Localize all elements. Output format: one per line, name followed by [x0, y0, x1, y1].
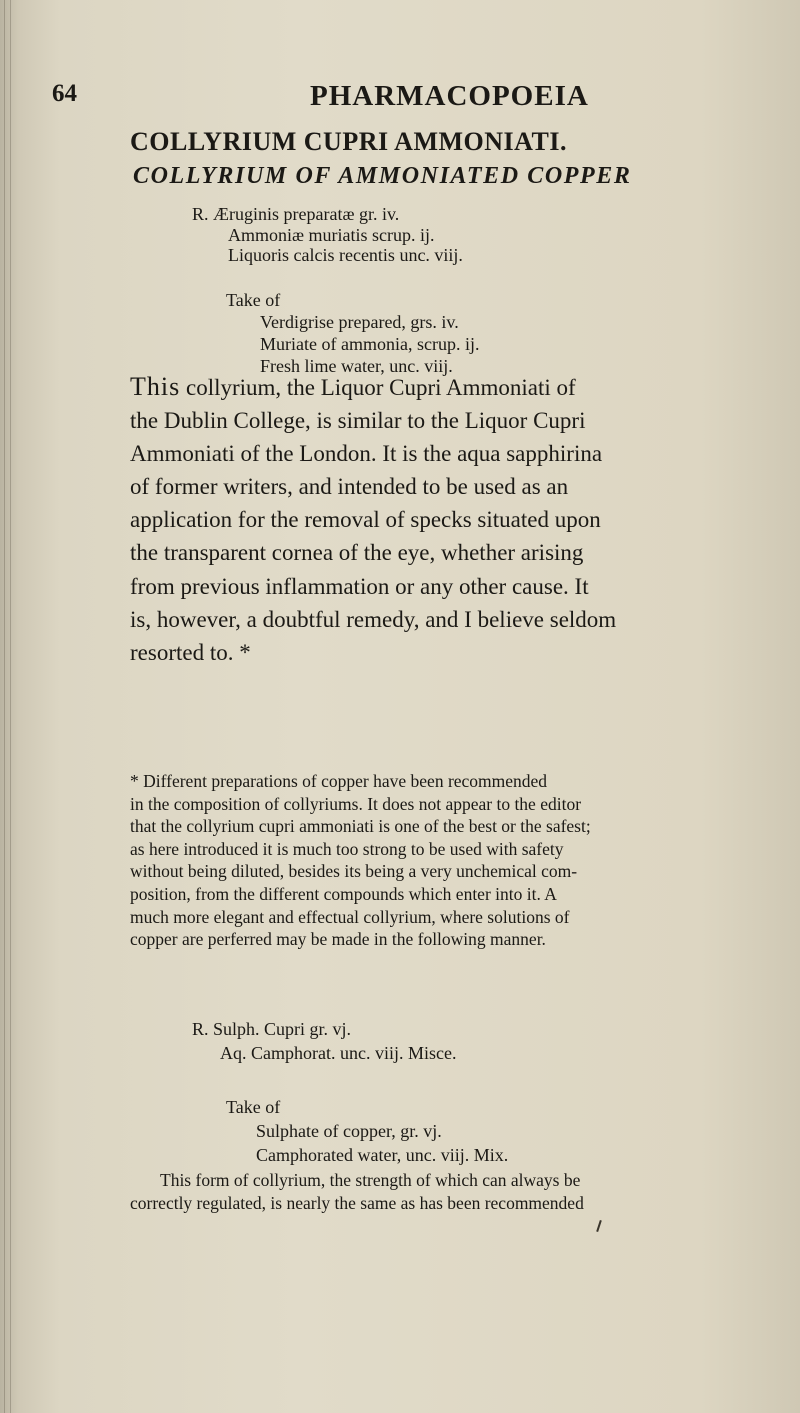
- footnote-line: without being diluted, besides its being a very unchemical com-: [130, 861, 578, 882]
- recipe-english-line: Muriate of ammonia, scrup. ij.: [260, 334, 480, 354]
- footnote-line: copper are perferred may be made in the following manner.: [130, 929, 546, 950]
- body-line-rest: collyrium, the Liquor Cupri Ammoniati of: [180, 375, 576, 400]
- recipe-latin: [192, 204, 463, 266]
- footnote-closing: [130, 1169, 584, 1214]
- recipe-latin-line: Ammoniæ muriatis scrup. ij.: [228, 224, 435, 245]
- recipe-english-line: Verdigrise prepared, grs. iv.: [260, 312, 459, 332]
- body-line: application for the removal of specks situated upon: [130, 507, 601, 533]
- footnote-line: that the collyrium cupri ammoniati is one of the best or the safest;: [130, 816, 591, 837]
- body-line: from previous inflammation or any other cause. It: [130, 573, 589, 599]
- footnote-line: position, from the different compounds which enter into it. A: [130, 883, 557, 904]
- footnote-recipe-english: [226, 1095, 508, 1167]
- running-title: PHARMACOPOEIA: [310, 80, 589, 112]
- footnote-recipe-latin-line: Aq. Camphorat. unc. viij. Misce.: [220, 1043, 457, 1063]
- page-number: 64: [52, 80, 77, 107]
- body-line: of former writers, and intended to be used as an: [130, 474, 569, 500]
- footnote-recipe-latin: [192, 1017, 456, 1065]
- ink-mark: [596, 1220, 602, 1232]
- body-line: resorted to. *: [130, 639, 251, 665]
- footnote-line: as here introduced it is much too strong to be used with safety: [130, 838, 564, 859]
- body-paragraph: [130, 370, 770, 669]
- running-head: [52, 80, 752, 120]
- body-line: the Dublin College, is similar to the Liquor Cupri: [130, 408, 586, 434]
- recipe-english: [226, 289, 479, 377]
- section-title-english: COLLYRIUM OF AMMONIATED COPPER: [133, 163, 632, 189]
- page-edge-shadow: [10, 0, 11, 1413]
- recipe-english-intro: Take of: [226, 290, 281, 310]
- recipe-latin-line: Liquoris calcis recentis unc. viij.: [228, 245, 463, 265]
- footnote-closing-line: correctly regulated, is nearly the same as has been recommended: [130, 1192, 584, 1213]
- body-line: is, however, a doubtful remedy, and I believe seldom: [130, 606, 617, 632]
- footnote-closing-line: This form of collyrium, the strength of which can always be: [160, 1170, 581, 1190]
- page-edge-shadow: [4, 0, 5, 1413]
- footnote-recipe-latin-line: R. Sulph. Cupri gr. vj.: [192, 1019, 352, 1039]
- footnote: [130, 770, 770, 951]
- section-title-latin: COLLYRIUM CUPRI AMMONIATI.: [130, 127, 567, 156]
- footnote-recipe-english-intro: Take of: [226, 1097, 281, 1117]
- recipe-latin-line: R. Æruginis preparatæ gr. iv.: [192, 204, 400, 224]
- first-word: This: [130, 372, 181, 401]
- body-line: Ammoniati of the London. It is the aqua sapphirina: [130, 441, 603, 467]
- footnote-line: much more elegant and effectual collyrium, where solutions of: [130, 906, 570, 927]
- body-line: the transparent cornea of the eye, whether arising: [130, 540, 584, 566]
- body-line: [130, 370, 770, 404]
- footnote-recipe-english-line: Camphorated water, unc. viij. Mix.: [256, 1145, 509, 1165]
- footnote-recipe-english-line: Sulphate of copper, gr. vj.: [256, 1121, 442, 1141]
- footnote-line: * Different preparations of copper have been recommended: [130, 771, 548, 791]
- footnote-line: in the composition of collyriums. It does not appear to the editor: [130, 793, 582, 814]
- recipe-english-line: Fresh lime water, unc. viij.: [260, 356, 453, 376]
